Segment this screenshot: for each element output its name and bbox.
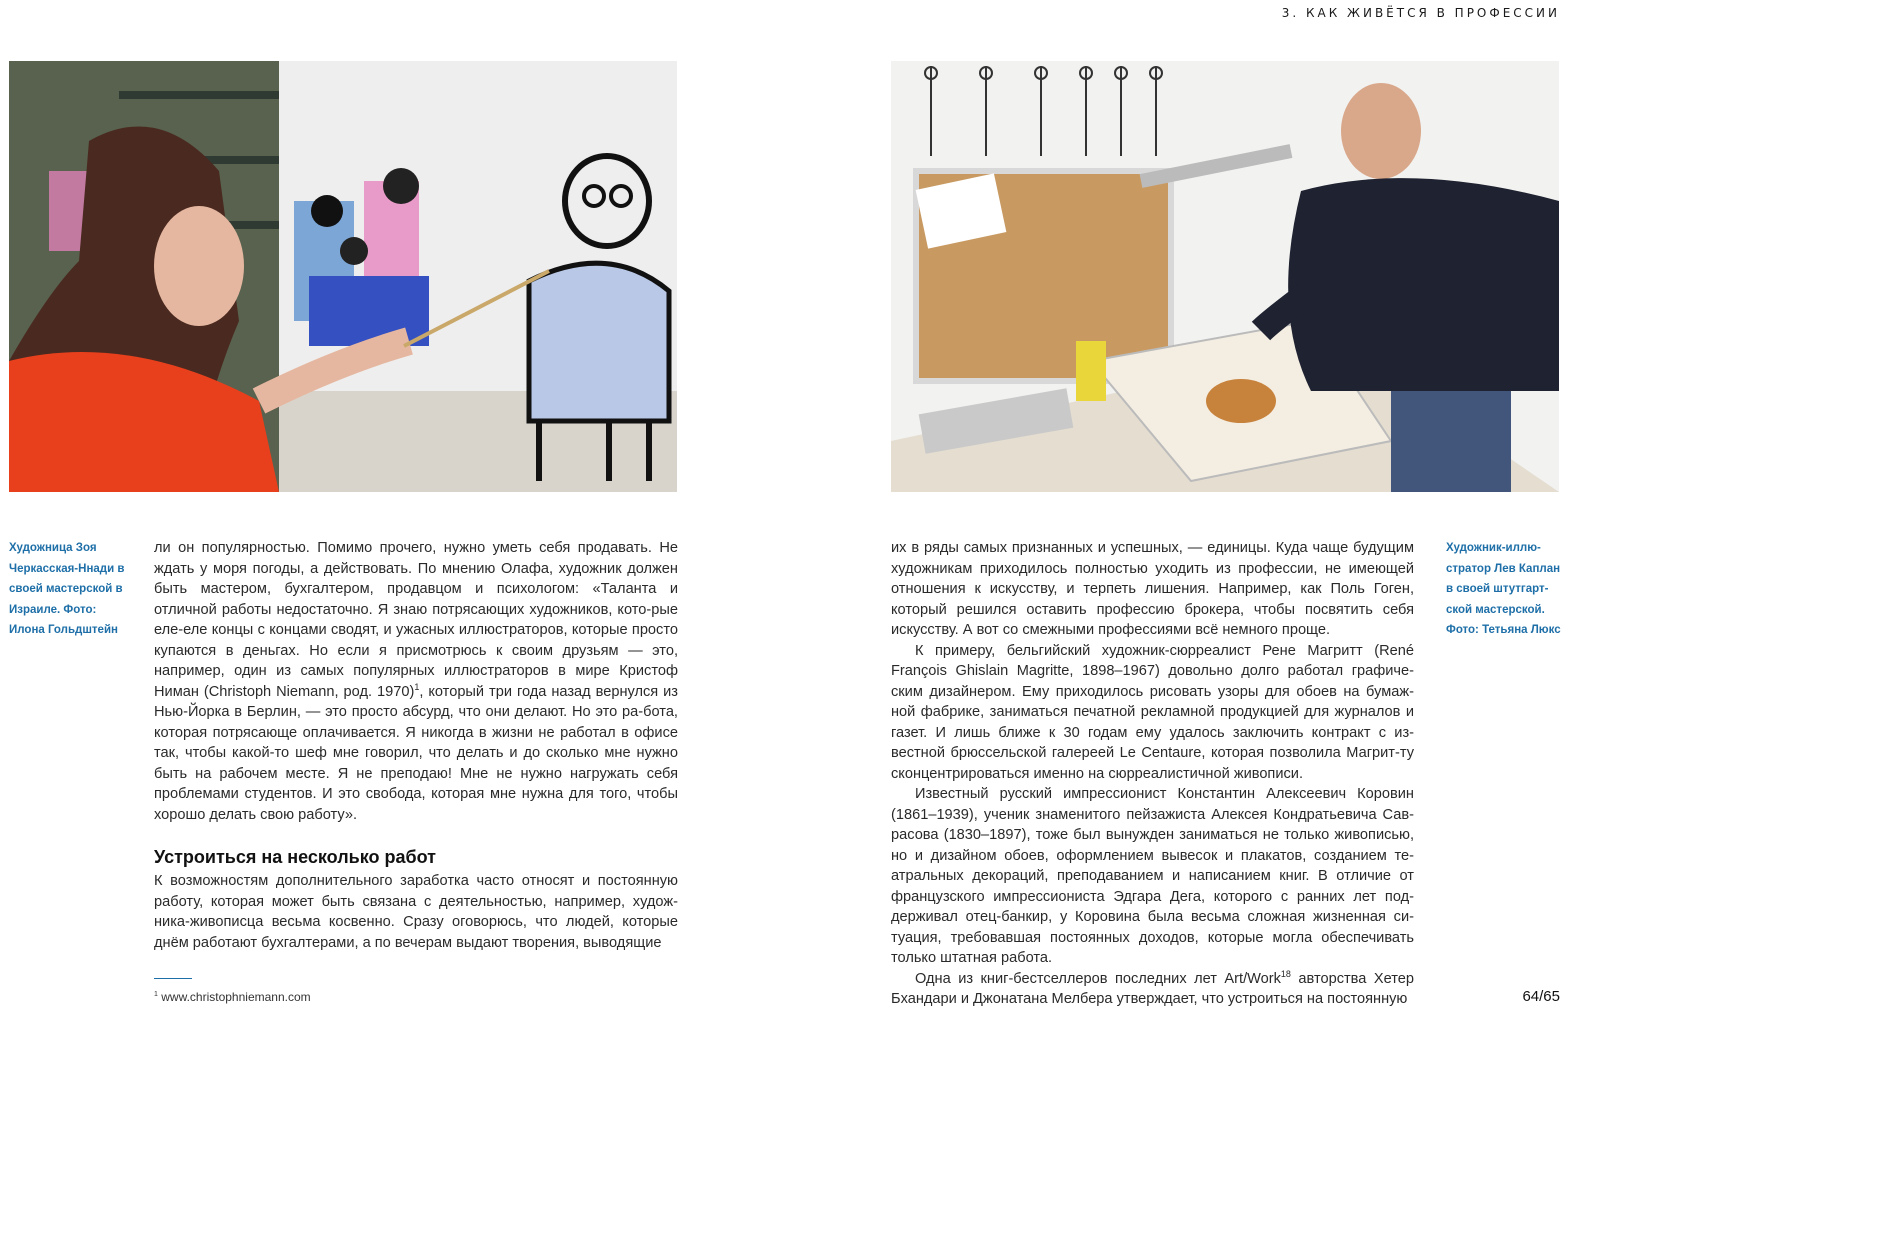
- right-paragraph-1: их в ряды самых признанных и успешных, — единицы. Куда чаще будущим художникам приходилось полностью уходить из профессии, не имеющей отношения к искусству, и терпеть лишения. Например, как Поль Гоген, который решился оставить профессию брокера, чтобы посвятить себя искусству. А вот со смежными профессиями всё немного проще.: [891, 540, 1414, 638]
- artist-painting-photo: [9, 61, 677, 492]
- left-paragraph-1-text: ли он популярностью. Помимо прочего, нужно уметь себя продавать. Не ждать у моря погоды, а действовать. По мнению Олафа, художник должен быть мастером, бухгалтером, продавцом и психологом: «Таланта и отличной работы недостаточно. Я знаю потрясающих художников, кото-рые еле-еле концы с концами сводят, и ужасных иллюстраторов, которые просто купаются в деньгах. Но если я присмотрюсь к своим друзьям — это, например, один из самых популярных иллюстраторов в мире Кристоф Ниман (Christoph Niemann, род. 1970): [154, 540, 678, 700]
- section-subheading: Устроиться на несколько работ: [154, 847, 436, 867]
- footnote-reference: 1: [414, 681, 420, 692]
- right-paragraph-4: [891, 969, 1414, 1010]
- photo-caption-right: Художник-иллю-стратор Лев Каплан в своей штутгарт-ской мастерской. Фото: Тетьяна Люкс: [1446, 542, 1561, 636]
- illustrator-desk-illustration: [891, 61, 1559, 492]
- right-paragraph-4-continuation: авторства Хетер Бхандари и Джонатана Мелбера утверждает, что устроиться на постоянную: [891, 970, 1414, 1007]
- footnote-marker: 1: [154, 991, 158, 998]
- illustrator-desk-photo: [891, 61, 1559, 492]
- endnote-reference: 18: [1280, 968, 1291, 979]
- left-paragraph-1: [154, 538, 678, 825]
- running-header: 3. КАК ЖИВЁТСЯ В ПРОФЕССИИ: [1281, 6, 1560, 20]
- left-text-column: [154, 538, 678, 953]
- photo-caption-left: Художница Зоя Черкасская-Ннади в своей мастерской в Израиле. Фото: Илона Гольдштейн: [9, 542, 125, 636]
- footnote-link[interactable]: www.christophniemann.com: [157, 990, 311, 1004]
- left-paragraph-2: К возможностям дополнительного заработка часто относят и постоянную работу, которая может быть связана с деятельностью, например, худож-ника-живописца весьма косвенно. Сразу оговорюсь, что людей, которые днём работают бухгалтерами, а по вечерам выдают творения, выводящие: [154, 873, 678, 951]
- page-number: 64/65: [1522, 988, 1560, 1005]
- footnote-divider: [154, 978, 192, 979]
- artist-painting-illustration: [9, 61, 677, 492]
- left-paragraph-1-continuation: , который три года назад вернулся из Нью-Йорка в Берлин, — это просто абсурд, что они делают. Но это ра-бота, которая потрясающе оплачивается. Я никогда в жизни не работал в офисе так, чтобы какой-то шеф мне говорил, что делать и до сколько мне нужно быть на рабочем месте. Я не преподаю! Мне не нужно нагружать себя проблемами студентов. И это свобода, которая мне нужна для того, чтобы хорошо делать свою работу».: [154, 683, 678, 823]
- footnote: [154, 990, 311, 1004]
- right-paragraph-2: К примеру, бельгийский художник-сюрреалист Рене Магритт (René François Ghislain Magritte, 1898–1967) довольно долго работал графиче-ским дизайнером. Ему приходилось рисовать узоры для обоев на бумаж-ной фабрике, заниматься печатной рекламной продукцией для журналов и газет. И лишь ближе к 30 годам ему удалось заключить контракт с из-вестной брюссельской галереей Le Centaure, которая позволила Магрит-ту сконцентрироваться именно на сюрреалистичной живописи.: [891, 642, 1414, 782]
- right-text-column: [891, 538, 1414, 1010]
- right-paragraph-3: Известный русский импрессионист Константин Алексеевич Коровин (1861–1939), ученик знаменитого пейзажиста Алексея Кондратьевича Сав-расова (1830–1897), тоже был вынужден заниматься не только живописью, но и дизайном обоев, оформлением вывесок и плакатов, созданием те-атральных декораций, преподаванием и написанием книг. В отличие от французского импрессиониста Эдгара Дега, которого с ранних лет под-держивал отец-банкир, у Коровина была весьма сложная жизненная си-туация, требовавшая постоянных доходов, которые могла обеспечивать только штатная работа.: [891, 786, 1414, 966]
- right-paragraph-4-text: Одна из книг-бестселлеров последних лет Art/Work: [915, 970, 1281, 987]
